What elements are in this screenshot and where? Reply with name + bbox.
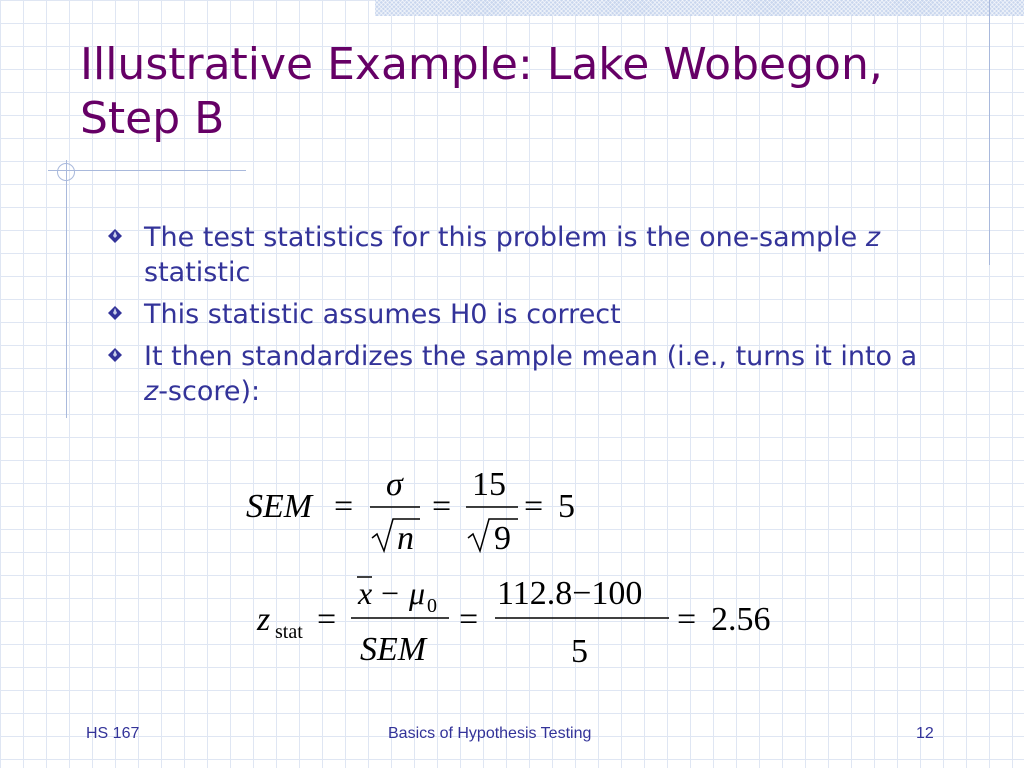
fraction-numerator: 112.8−100 xyxy=(497,575,643,612)
minus-sign: − xyxy=(381,575,400,611)
footer-left: HS 167 xyxy=(86,725,140,742)
z-result: 2.56 xyxy=(711,601,771,638)
title-underline xyxy=(48,170,246,171)
bullet-text-tail: statistic xyxy=(144,257,251,288)
equals-sign: = xyxy=(432,488,452,525)
fraction-denominator: SEM xyxy=(360,631,427,668)
bullet-text: It then standardizes the sample mean (i.e., turns it into a xyxy=(144,341,918,372)
bullet-text: The test statistics for this problem is the one-sample xyxy=(144,222,866,253)
diamond-icon xyxy=(108,348,122,362)
sigma-symbol: σ xyxy=(386,466,403,503)
n-symbol: n xyxy=(397,520,414,557)
title-line-2: Step B xyxy=(80,93,225,144)
mu-symbol: μ xyxy=(409,575,426,611)
page-number: 12 xyxy=(916,725,934,742)
equals-sign: = xyxy=(334,488,354,525)
bullet-text-tail: -score): xyxy=(158,376,261,407)
equals-sign: = xyxy=(677,601,697,638)
equals-sign: = xyxy=(459,601,479,638)
bullet-item xyxy=(104,339,934,409)
equals-sign: = xyxy=(317,601,337,638)
bullet-italic: z xyxy=(144,376,159,407)
bullet-item xyxy=(104,220,934,290)
z-symbol: z xyxy=(257,601,271,638)
sem-result: 5 xyxy=(558,488,575,525)
sem-formula xyxy=(240,455,600,565)
equals-sign: = xyxy=(524,488,544,525)
sem-label: SEM xyxy=(246,488,313,525)
right-accent-line xyxy=(989,0,990,265)
bullet-item xyxy=(104,297,934,332)
bullet-italic: z xyxy=(865,222,880,253)
fraction-numerator: 15 xyxy=(472,466,506,503)
xbar-symbol: x xyxy=(358,575,373,611)
fraction-denominator: 5 xyxy=(571,633,588,670)
slide-title xyxy=(80,38,980,146)
bullet-text: This statistic assumes H0 is correct xyxy=(144,299,621,330)
z-subscript: stat xyxy=(275,621,303,643)
mu-subscript: 0 xyxy=(427,595,437,617)
diamond-icon xyxy=(108,306,122,320)
accent-circle xyxy=(57,163,75,181)
diamond-icon xyxy=(108,229,122,243)
left-accent-line xyxy=(66,160,67,418)
z-stat-formula xyxy=(255,568,795,673)
title-line-1: Illustrative Example: Lake Wobegon, xyxy=(80,39,883,90)
footer-center: Basics of Hypothesis Testing xyxy=(388,725,592,742)
fraction-denominator: 9 xyxy=(494,520,511,557)
bullet-list xyxy=(104,220,934,416)
header-pattern-band xyxy=(375,0,1024,16)
